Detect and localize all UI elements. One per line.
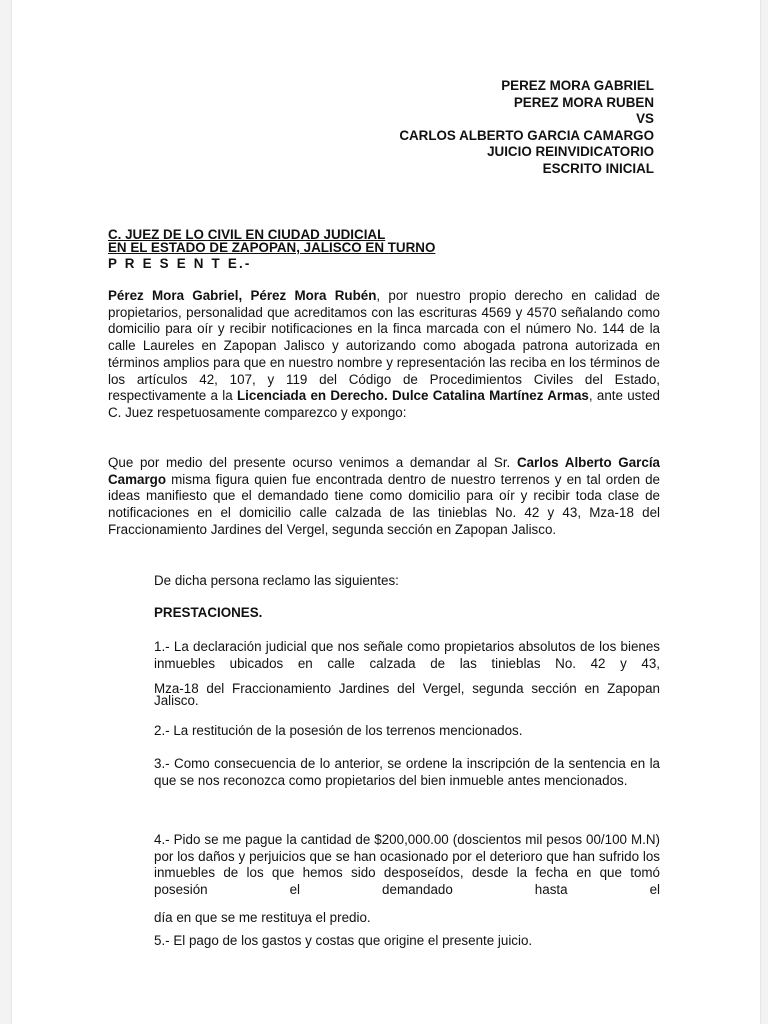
demand-text-1: Que por medio del presente ocurso venimos a demandar al Sr. xyxy=(108,455,517,470)
claim-1-continued: Mza-18 del Fraccionamiento Jardines del Vergel, segunda sección en Zapopan Jalisco. xyxy=(154,681,660,708)
demand-paragraph xyxy=(108,455,660,539)
claim-5: 5.- El pago de los gastos y costas que origine el presente juicio. xyxy=(154,933,533,948)
addressee-line-1: C. JUEZ DE LO CIVIL EN CIUDAD JUDICIAL xyxy=(108,227,386,242)
versus: VS xyxy=(636,111,654,127)
document-page xyxy=(12,0,760,1024)
addressee xyxy=(108,228,435,254)
prestaciones-title: PRESTACIONES. xyxy=(154,605,263,620)
presente-heading: P R E S E N T E.- xyxy=(108,256,252,271)
plaintiff-2: PEREZ MORA RUBEN xyxy=(513,94,654,110)
claim-4: 4.- Pido se me pague la cantidad de $200,000.00 (doscientos mil pesos 00/100 M.N) por los daños y perjuicios que se han ocasionado por el deterioro que han sufrido los inmuebles de los que hemos sido desposeídos, desde la fecha en que tomó posesión el demandado hasta el xyxy=(154,832,660,898)
claim-2: 2.- La restitución de la posesión de los terrenos mencionados. xyxy=(154,723,523,738)
case-header xyxy=(399,78,654,178)
addressee-line-2: EN EL ESTADO DE ZAPOPAN, JALISCO EN TURNO xyxy=(108,240,436,255)
claim-3: 3.- Como consecuencia de lo anterior, se ordene la inscripción de la sentencia en la que se nos reconozca como propietarios del bien inmueble antes mencionados. xyxy=(154,756,660,788)
plaintiff-names: Pérez Mora Gabriel, Pérez Mora Rubén xyxy=(108,288,377,303)
defendant-name: Carlos Alberto García Camargo xyxy=(108,455,660,487)
intro-paragraph xyxy=(108,288,660,422)
intro-text-2: , ante usted C. Juez respetuosamente comparezco y expongo: xyxy=(108,388,660,420)
plaintiff-1: PEREZ MORA GABRIEL xyxy=(501,78,654,93)
claim-4-continued: día en que se me restituya el predio. xyxy=(154,910,371,925)
demand-text-2: misma figura quien fue encontrada dentro de nuestro terrenos y en tal orden de ideas manifiesto que el demandado tiene como domicilio para oír y recibir toda clase de notificaciones en el domicilio calle calzada de las tinieblas No. 42 y 43, Mza-18 del Fraccionamiento Jardines del Vergel, segunda sección en Zapopan Jalisco. xyxy=(108,471,660,537)
claims-intro: De dicha persona reclamo las siguientes: xyxy=(154,573,399,588)
claim-1: 1.- La declaración judicial que nos señale como propietarios absolutos de los bienes inmuebles ubicados en calle calzada de las tinieblas No. 42 y 43, xyxy=(154,639,660,671)
intro-text-1: , por nuestro propio derecho en calidad de propietarios, personalidad que acreditamos con las escrituras 4569 y 4570 señalando como domicilio para oír y recibir notificaciones en la finca marcada con el número No. 144 de la calle Laureles en Zapopan Jalisco y autorizando como abogada patrona autorizada en términos amplios para que en nuestro nombre y representación las reciba en los términos de los artículos 42, 107, y 119 del Código de Procedimientos Civiles del Estado, respectivamente a la xyxy=(108,288,660,404)
defendant: CARLOS ALBERTO GARCIA CAMARGO xyxy=(399,127,654,143)
lawyer-name: Licenciada en Derecho. Dulce Catalina Martínez Armas xyxy=(236,388,589,404)
document-type: ESCRITO INICIAL xyxy=(542,160,654,176)
case-type: JUICIO REINVIDICATORIO xyxy=(487,144,654,160)
